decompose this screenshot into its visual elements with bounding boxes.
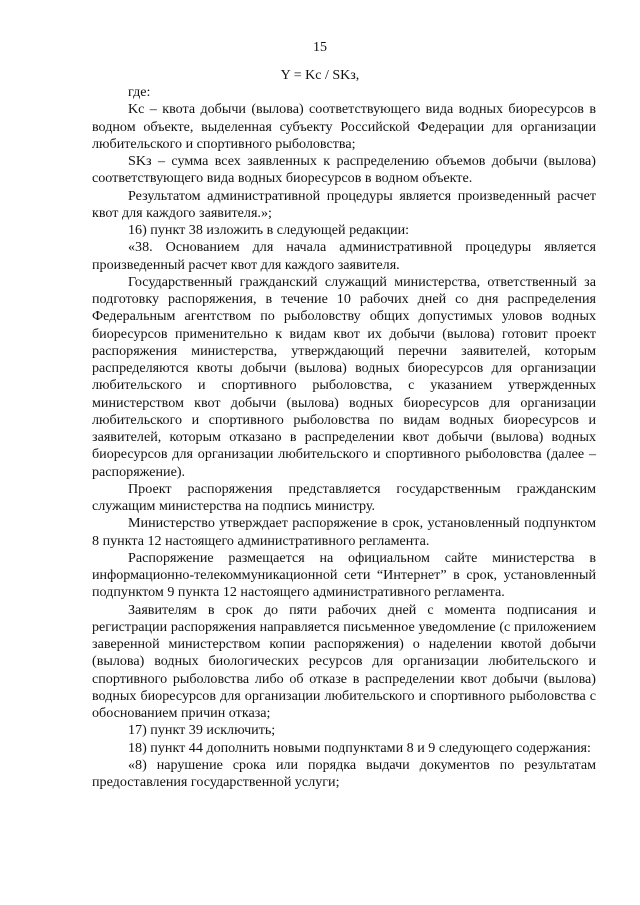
document-body	[92, 84, 596, 791]
paragraph-draft-submitted: Проект распоряжения представляется государственным гражданским служащим министерства на подпись министру.	[92, 480, 596, 514]
paragraph-ministry-approves: Министерство утверждает распоряжение в срок, установленный подпунктом 8 пункта 12 настоящего административного регламента.	[92, 515, 596, 549]
paragraph-subitem-8: «8) нарушение срока или порядка выдачи документов по результатам предоставления государственной услуги;	[92, 756, 596, 790]
paragraph-servant-prepares: Государственный гражданский служащий министерства, ответственный за подготовку распоряжения, в течение 10 рабочих дней со дня распределения Федеральным агентством по рыболовству общих допустимых уловов водных биоресурсов применительно к видам квот их добычи (вылова) готовит проект распоряжения министерства, утверждающий перечни заявителей, которым распределяются квоты добычи (вылова) водных биоресурсов для организации любительского и спортивного рыболовства, с указанием утвержденных министерством квот добычи (вылова) водных биоресурсов для организации любительского и спортивного рыболовства по видам водных биоресурсов и заявителей, которым отказано в распределении квот добычи (вылова) водных биоресурсов для организации любительского и спортивного рыболовства (далее – распоряжение).	[92, 273, 596, 480]
paragraph-published-online: Распоряжение размещается на официальном сайте министерства в информационно-телекоммуникационной сети “Интернет” в срок, установленный подпунктом 9 пункта 12 настоящего административного регламента.	[92, 549, 596, 601]
paragraph-item-17: 17) пункт 39 исключить;	[128, 722, 276, 739]
paragraph-item-38: «38. Основанием для начала административной процедуры является произведенный расчет квот для каждого заявителя.	[92, 239, 596, 273]
paragraph-item-16: 16) пункт 38 изложить в следующей редакции:	[128, 222, 410, 238]
formula: Y = Kc / SKз,	[280, 68, 360, 83]
paragraph-where: где:	[128, 84, 151, 100]
paragraph-result: Результатом административной процедуры является произведенный расчет квот для каждого заявителя.»;	[92, 187, 596, 221]
paragraph-skz-definition: SKз – сумма всех заявленных к распределению объемов добычи (вылова) соответствующего вида водных биоресурсов в водном объекте.	[92, 153, 596, 187]
paragraph-applicants-notified: Заявителям в срок до пяти рабочих дней с момента подписания и регистрации распоряжения направляется письменное уведомление (с приложением заверенной министерством копии распоряжения) о наделении квотой добычи (вылова) водных биологических ресурсов для организации любительского и спортивного рыболовства либо об отказе в распределении квот добычи (вылова) водных биоресурсов для организации любительского и спортивного рыболовства с обоснованием причин отказа;	[92, 601, 596, 721]
paragraph-item-18: 18) пункт 44 дополнить новыми подпунктами 8 и 9 следующего содержания:	[128, 739, 591, 756]
paragraph-kc-definition: Kc – квота добычи (вылова) соответствующего вида водных биоресурсов в водном объекте, выделенная субъекту Российской Федерации для организации любительского и спортивного рыболовства;	[92, 101, 596, 152]
page-number: 15	[313, 40, 327, 55]
